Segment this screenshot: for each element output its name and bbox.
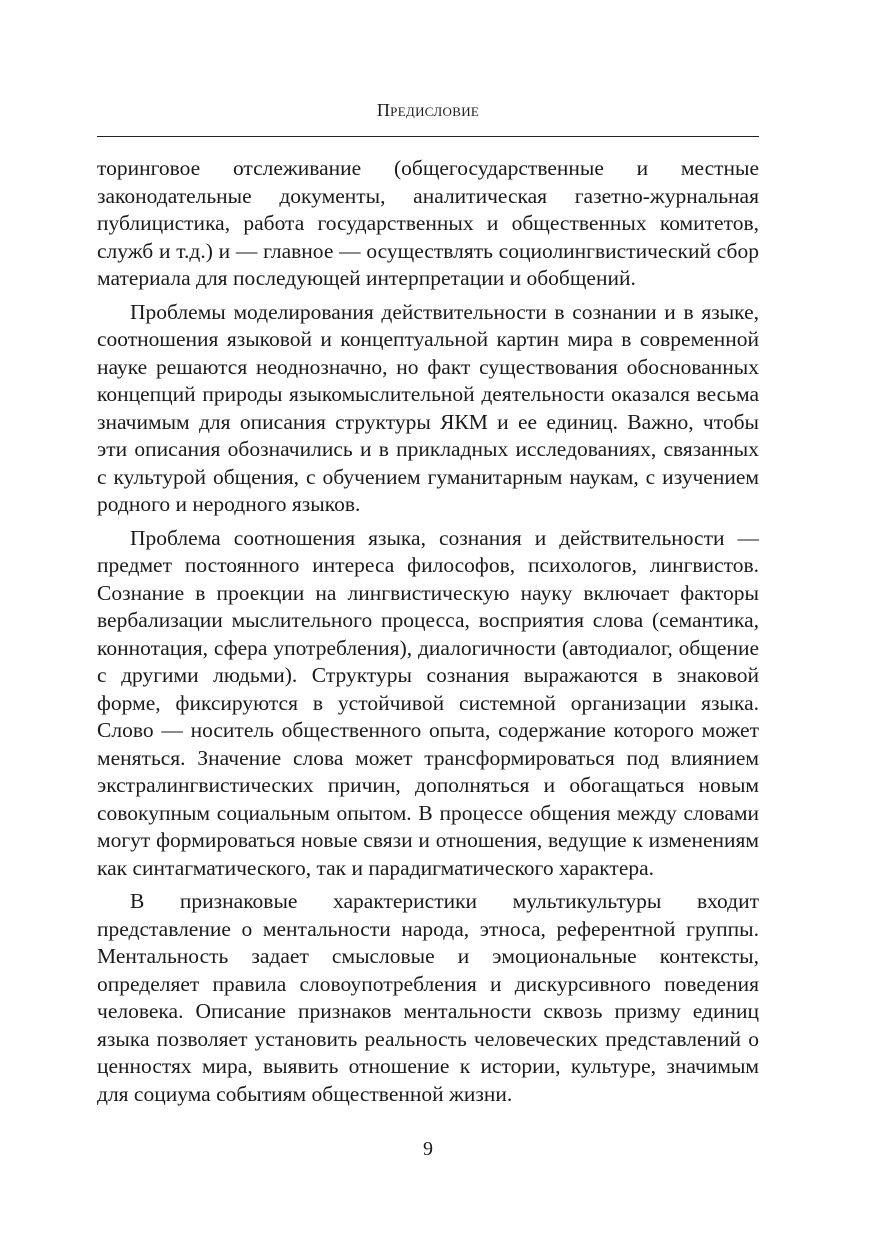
paragraph-continuation: торинговое отслеживание (общегосударственные и местные законодательные документы, аналитическая газетно-журнальная публицистика, работа государственных и общественных комитетов, служб и т.д.) и — главное — осуществлять социолингвистический сбор материала для последующей интерпретации и обобщений. (97, 156, 759, 290)
paragraph: Проблемы моделирования действительности в сознании и в языке, соотношения языковой и концептуальной картин мира в современной науке решаются неоднозначно, но факт существования обоснованных концепций природы языкомыслительной деятельности оказался весьма значимым для описания структуры ЯКМ и ее единиц. Важно, чтобы эти описания обозначились и в прикладных исследованиях, связанных с культурой общения, с обучением гуманитарным наукам, с изучением родного и неродного языков. (97, 299, 759, 516)
body-text (97, 155, 759, 1114)
header-rule (97, 136, 759, 137)
book-page (97, 0, 759, 1241)
running-head: Предисловие (376, 100, 480, 120)
paragraph: Проблема соотношения языка, сознания и действительности — предмет постоянного интереса философов, психологов, лингвистов. Сознание в проекции на лингвистическую науку включает факторы вербализации мыслительного процесса, восприятия слова (семантика, коннотация, сфера употребления), диалогичности (автодиалог, общение с другими людьми). Структуры сознания выражаются в знаковой форме, фиксируются в устойчивой системной организации языка. Слово — носитель общественного опыта, содержание которого может меняться. Значение слова может трансформироваться под влиянием экстралингвистических причин, дополняться и обогащаться новым совокупным социальным опытом. В процессе общения между словами могут формироваться новые связи и отношения, ведущие к изменениям как синтагматического, так и парадигматического характера. (97, 525, 759, 880)
paragraph: В признаковые характеристики мультикультуры входит представление о ментальности народа, этноса, референтной группы. Ментальность задает смысловые и эмоциональные контексты, определяет правила словоупотребления и дискурсивного поведения человека. Описание признаков ментальности сквозь призму единиц языка позволяет установить реальность человеческих представлений о ценностях мира, выявить отношение к истории, культуре, значимым для социума событиям общественной жизни. (97, 889, 759, 1106)
page-number: 9 (423, 1138, 433, 1160)
